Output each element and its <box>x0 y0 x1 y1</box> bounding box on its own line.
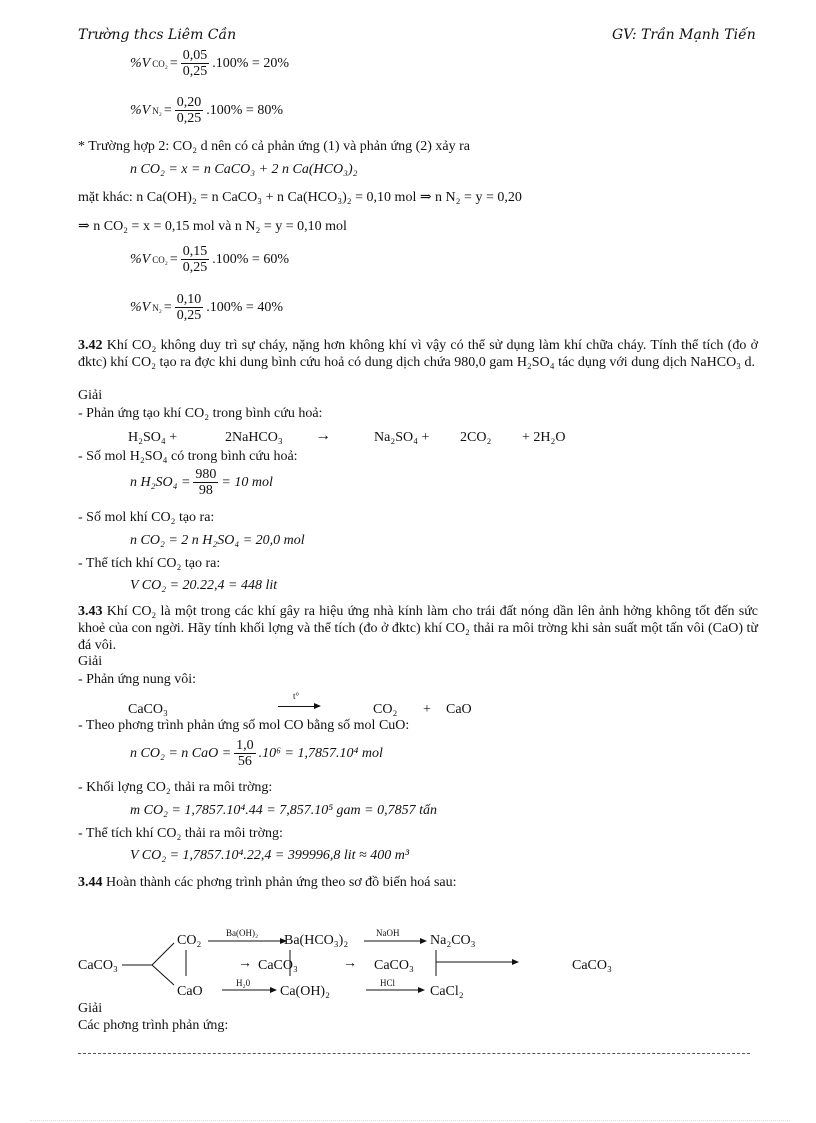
reaction-condition: t° <box>293 691 300 701</box>
giai-3-44: Giải <box>78 1001 103 1016</box>
reaction-reactant-2: 2NaHCO₃ <box>225 430 283 445</box>
eq-rhs: .100% = 60% <box>212 251 289 267</box>
scheme-cao: CaO <box>177 984 203 999</box>
numerator: 0,20 <box>176 95 202 110</box>
footer-divider <box>78 1053 750 1054</box>
eq-lhs: n CO₂ = n CaO = <box>130 745 232 761</box>
problem-number: 3.42 <box>78 338 103 353</box>
eq-v-co2: V CO₂ = 20.22,4 = 448 lit <box>130 578 278 593</box>
step-the-tich: - Thể tích khí CO₂ thải ra môi trờng: <box>78 826 283 841</box>
scheme-caco3-mid: CaCO₃ <box>258 958 298 973</box>
step-khoi-luong: - Khối lợng CO₂ thải ra môi trờng: <box>78 780 273 795</box>
eq-percent-n2-40: %V N₂ = $\frac{0,10}{0,25}$ .100% = 40% <box>130 292 283 323</box>
denominator: 56 <box>237 754 252 769</box>
scheme-caco3-end: CaCO₃ <box>572 958 612 973</box>
numerator: 0,10 <box>176 292 202 307</box>
step-theo-pt: - Theo phơng trình phản ứng số mol CO bằng số mol CuO: <box>78 718 410 733</box>
page-edge-line <box>30 1120 790 1121</box>
denominator: 98 <box>198 483 213 498</box>
cac-phuong-trinh: Các phơng trình phản ứng: <box>78 1018 229 1033</box>
denominator: 0,25 <box>176 308 202 323</box>
problem-number: 3.43 <box>78 604 103 619</box>
reaction-product-2: 2CO₂ <box>460 430 492 445</box>
reaction-co2: CO₂ <box>373 702 398 717</box>
scheme-arrow-1: → <box>238 956 252 971</box>
result-line: ⇒ n CO₂ = x = 0,15 mol và n N₂ = y = 0,10 mol <box>78 219 347 234</box>
eq-n-co2: n CO₂ = 2 n H₂SO₄ = 20,0 mol <box>130 533 305 548</box>
mat-khac-line: mặt khác: n Ca(OH)₂ = n CaCO₃ + n Ca(HCO₃)₂ = 0,10 mol ⇒ n N₂ = y = 0,20 <box>78 190 522 205</box>
problem-number: 3.44 <box>78 875 103 890</box>
scheme-caco3-start: CaCO₃ <box>78 958 118 973</box>
reaction-cao: CaO <box>446 702 472 717</box>
problem-text: Khí CO₂ là một trong các khí gây ra hiệu ứng nhà kính làm cho trái đất nóng dần lên ảnh hởng không tốt đến sức khoẻ của con ngời. Hãy tính khối lợng và thể tích (đo ở đktc) khí CO₂ thải ra môi trờng khi sản suất một tấn vôi (CaO) từ đá vôi. <box>78 604 758 653</box>
case2-heading: * Trường hợp 2: CO₂ d nên có cả phản ứng (1) và phản ứng (2) xảy ra <box>78 139 470 154</box>
scheme-baoh2: Ba(OH)₂ <box>226 928 259 938</box>
scheme-arrow-2: → <box>343 956 357 971</box>
reaction-arrow: → <box>315 427 331 444</box>
case2-equation: n CO₂ = x = n CaCO₃ + 2 n Ca(HCO₃)₂ <box>130 162 358 177</box>
problem-text: Hoàn thành các phơng trình phản ứng theo sơ đồ biến hoá sau: <box>102 875 457 890</box>
step-nung-voi: - Phản ứng nung vôi: <box>78 672 197 687</box>
eq-m-co2: m CO₂ = 1,7857.10⁴.44 = 7,857.10⁵ gam = 0,7857 tấn <box>130 803 438 818</box>
giai-3-42: Giải <box>78 388 103 403</box>
eq-rhs: .10⁶ = 1,7857.10⁴ mol <box>258 745 383 761</box>
reaction-reactant-1: H₂SO₄ + <box>128 430 178 445</box>
scheme-co2: CO₂ <box>177 933 202 948</box>
step-volume-co2: - Thể tích khí CO₂ tạo ra: <box>78 556 221 571</box>
scheme-naoh: NaOH <box>376 928 400 938</box>
reaction-caco3: CaCO₃ <box>128 702 168 717</box>
scheme-bahco3: Ba(HCO₃)₂ <box>284 933 349 948</box>
header-teacher: GV: Trần Mạnh Tiến <box>612 27 756 43</box>
eq-v-co2-2: V CO₂ = 1,7857.10⁴.22,4 = 399996,8 lit ≈ 400 m³ <box>130 848 410 863</box>
eq-percent-co2-20: %V CO₂ = $\frac{0,05}{0,25}$ .100% = 20% <box>130 48 289 79</box>
eq-percent-co2-60: %V CO₂ = $\frac{0,15}{0,25}$ .100% = 60% <box>130 244 289 275</box>
step-reaction-3-42: - Phản ứng tạo khí CO₂ trong bình cứu hoả: <box>78 406 323 421</box>
eq-lhs: %V <box>130 251 151 267</box>
reaction-plus: + <box>423 702 431 717</box>
step-mol-co2: - Số mol khí CO₂ tạo ra: <box>78 510 215 525</box>
scheme-na2co3: Na₂CO₃ <box>430 933 476 948</box>
step-mol-h2so4: - Số mol H₂SO₄ có trong bình cứu hoả: <box>78 449 298 464</box>
header-school: Trường thcs Liêm Cần <box>78 27 237 43</box>
eq-rhs: .100% = 20% <box>212 55 289 71</box>
scheme-caco3-right: CaCO₃ <box>374 958 414 973</box>
eq-lhs: %V <box>130 102 151 118</box>
numerator: 0,15 <box>182 244 208 259</box>
eq-lhs: %V <box>130 55 151 71</box>
eq-rhs: = 10 mol <box>221 474 273 490</box>
problem-text: Khí CO₂ không duy trì sự cháy, nặng hơn không khí vì vậy có thể sử dụng làm khí chữa cháy. Tính thể tích (đo ở đktc) khí CO₂ tạo ra đợc khi dung bình cứu hoả có dung dịch chứa 980,0 gam H₂SO₄ tác dụng với dung dịch NaHCO₃ d. <box>78 338 758 370</box>
eq-rhs: .100% = 40% <box>206 299 283 315</box>
eq-lhs: %V <box>130 299 151 315</box>
denominator: 0,25 <box>176 111 202 126</box>
scheme-h2o: H₂0 <box>236 978 251 988</box>
numerator: 0,05 <box>182 48 208 63</box>
scheme-cacl2: CaCl₂ <box>430 984 464 999</box>
giai-3-43: Giải <box>78 654 103 669</box>
reaction-product-1: Na₂SO₄ + <box>374 430 430 445</box>
eq-lhs: n H₂SO₄ = <box>130 474 191 490</box>
eq-rhs: .100% = 80% <box>206 102 283 118</box>
denominator: 0,25 <box>182 64 208 79</box>
denominator: 0,25 <box>182 260 208 275</box>
eq-percent-n2-80: %V N₂ = $\frac{0,20}{0,25}$ .100% = 80% <box>130 95 283 126</box>
numerator: 980 <box>195 467 217 482</box>
numerator: 1,0 <box>236 738 254 753</box>
reaction-product-3: + 2H₂O <box>522 430 566 445</box>
scheme-hcl: HCl <box>380 978 396 988</box>
scheme-caoh2: Ca(OH)₂ <box>280 984 330 999</box>
